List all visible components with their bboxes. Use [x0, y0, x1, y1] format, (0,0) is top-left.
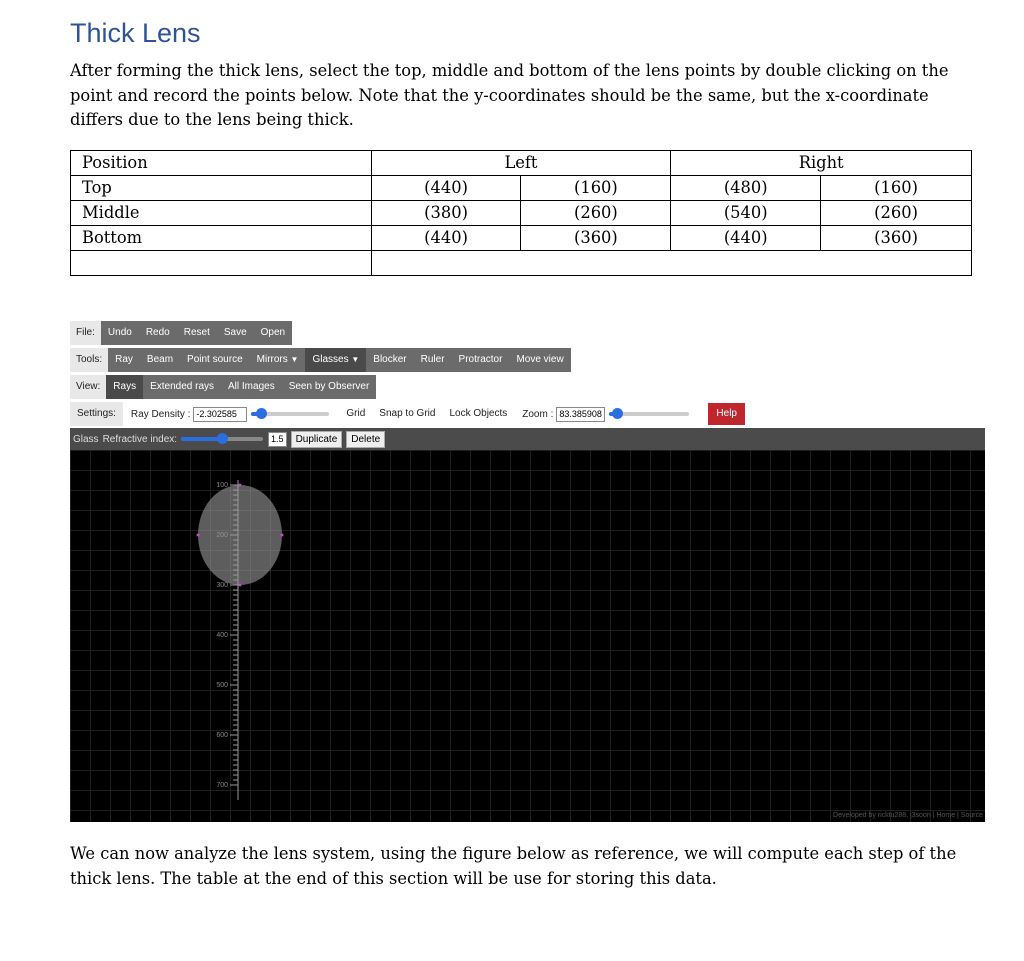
- redo-button[interactable]: Redo: [145, 327, 170, 338]
- open-button[interactable]: Open: [260, 327, 286, 338]
- ruler-label: 300: [216, 582, 228, 589]
- cell-right-y: (160): [821, 176, 972, 201]
- ray-density-input[interactable]: -2.302585: [193, 407, 247, 422]
- tool-point-source[interactable]: Point source: [187, 354, 243, 365]
- ray-density-knob[interactable]: [256, 408, 267, 419]
- header-right: Right: [671, 151, 972, 176]
- view-rays[interactable]: Rays: [106, 375, 143, 399]
- tool-ray[interactable]: Ray: [115, 354, 133, 365]
- outro-paragraph: We can now analyze the lens system, using the figure below as reference, we will compute each step of the thick lens. The table at the end of this section will be use for storing this data.: [70, 844, 957, 888]
- view-extended-rays[interactable]: Extended rays: [150, 381, 215, 392]
- tool-blocker[interactable]: Blocker: [373, 354, 407, 365]
- ray-optics-screenshot: [70, 321, 985, 822]
- lens-bottom-point[interactable]: [239, 584, 242, 587]
- chevron-down-icon: ▼: [290, 355, 299, 364]
- tool-beam[interactable]: Beam: [146, 354, 174, 365]
- empty-cell: [371, 251, 971, 276]
- header-position: Position: [71, 151, 372, 176]
- row-label: Top: [71, 176, 372, 201]
- delete-button[interactable]: Delete: [346, 431, 385, 448]
- ruler-label: 500: [216, 682, 228, 689]
- simulation-canvas[interactable]: [70, 450, 985, 822]
- glass-label: Glass: [73, 433, 99, 445]
- tool-glasses-label: Glasses: [312, 354, 349, 365]
- lens-right-point[interactable]: [281, 534, 284, 537]
- canvas-drawing: [70, 450, 985, 822]
- tool-mirrors[interactable]: [250, 348, 306, 372]
- save-button[interactable]: Save: [223, 327, 247, 338]
- table-header-row: [71, 151, 972, 176]
- ray-density-label: Ray Density :: [130, 408, 191, 420]
- table-row: [71, 226, 972, 251]
- lock-objects-toggle[interactable]: Lock Objects: [449, 408, 508, 419]
- section-heading: Thick Lens: [70, 18, 201, 48]
- cell-left-x: (380): [371, 201, 521, 226]
- tool-mirrors-label: Mirrors: [256, 354, 288, 365]
- coordinates-table: [70, 150, 972, 276]
- cell-left-y: (160): [521, 176, 671, 201]
- cell-right-y: (360): [821, 226, 972, 251]
- view-seen-by-observer[interactable]: Seen by Observer: [288, 381, 370, 392]
- row-label: Bottom: [71, 226, 372, 251]
- cell-left-x: (440): [371, 226, 521, 251]
- credit-text: Developed by ricktu288, j3soon | Home | Source: [833, 812, 983, 819]
- cell-right-y: (260): [821, 201, 972, 226]
- view-bar: [70, 375, 376, 399]
- tool-glasses[interactable]: [305, 348, 366, 372]
- snap-to-grid-toggle[interactable]: Snap to Grid: [379, 408, 436, 419]
- cell-left-x: (440): [371, 176, 521, 201]
- tools-bar: [70, 348, 571, 372]
- cell-right-x: (440): [671, 226, 821, 251]
- view-all-images[interactable]: All Images: [228, 381, 275, 392]
- table-empty-row: [71, 251, 972, 276]
- row-label: Middle: [71, 201, 372, 226]
- settings-bar: [70, 401, 985, 427]
- header-left: Left: [371, 151, 671, 176]
- grid-toggle[interactable]: Grid: [346, 408, 366, 419]
- cell-right-x: (540): [671, 201, 821, 226]
- help-button[interactable]: Help: [708, 403, 745, 425]
- refractive-index-input[interactable]: 1.5: [268, 432, 287, 447]
- table-row: [71, 176, 972, 201]
- lens-left-point[interactable]: [197, 534, 200, 537]
- file-bar: [70, 321, 292, 345]
- cell-left-y: (360): [521, 226, 671, 251]
- file-label: File:: [70, 321, 101, 345]
- ruler-label: 600: [216, 732, 228, 739]
- empty-cell: [71, 251, 372, 276]
- tool-move-view[interactable]: Move view: [516, 354, 564, 365]
- view-label: View:: [70, 375, 106, 399]
- cell-right-x: (480): [671, 176, 821, 201]
- undo-button[interactable]: Undo: [107, 327, 132, 338]
- refractive-index-label: Refractive index:: [102, 433, 178, 445]
- refractive-index-knob[interactable]: [217, 433, 228, 444]
- zoom-knob[interactable]: [612, 408, 623, 419]
- cell-left-y: (260): [521, 201, 671, 226]
- thick-lens-shape[interactable]: [198, 485, 282, 585]
- ray-density-slider[interactable]: [251, 412, 329, 416]
- zoom-label: Zoom :: [522, 408, 554, 420]
- reset-button[interactable]: Reset: [183, 327, 210, 338]
- table-row: [71, 201, 972, 226]
- refractive-index-slider[interactable]: [181, 437, 263, 441]
- tool-ruler[interactable]: Ruler: [420, 354, 445, 365]
- zoom-input[interactable]: 83.385908: [556, 407, 605, 422]
- intro-paragraph: After forming the thick lens, select the top, middle and bottom of the lens points by double clicking on the point and record the points below. Note that the y-coordinates should be the same, but the x-coordinate differs due to the lens being thick.: [70, 61, 949, 129]
- ruler-label: 700: [216, 782, 228, 789]
- chevron-down-icon: ▼: [351, 355, 360, 364]
- zoom-slider[interactable]: [609, 412, 689, 416]
- glass-properties-bar: [70, 428, 985, 450]
- duplicate-button[interactable]: Duplicate: [291, 431, 343, 448]
- tool-protractor[interactable]: Protractor: [458, 354, 503, 365]
- settings-label: Settings:: [70, 402, 123, 426]
- refractive-index-fill: [181, 437, 222, 441]
- lens-top-point[interactable]: [239, 484, 242, 487]
- ruler-label: 400: [216, 632, 228, 639]
- tools-label: Tools:: [70, 348, 108, 372]
- ruler-label: 100: [216, 482, 228, 489]
